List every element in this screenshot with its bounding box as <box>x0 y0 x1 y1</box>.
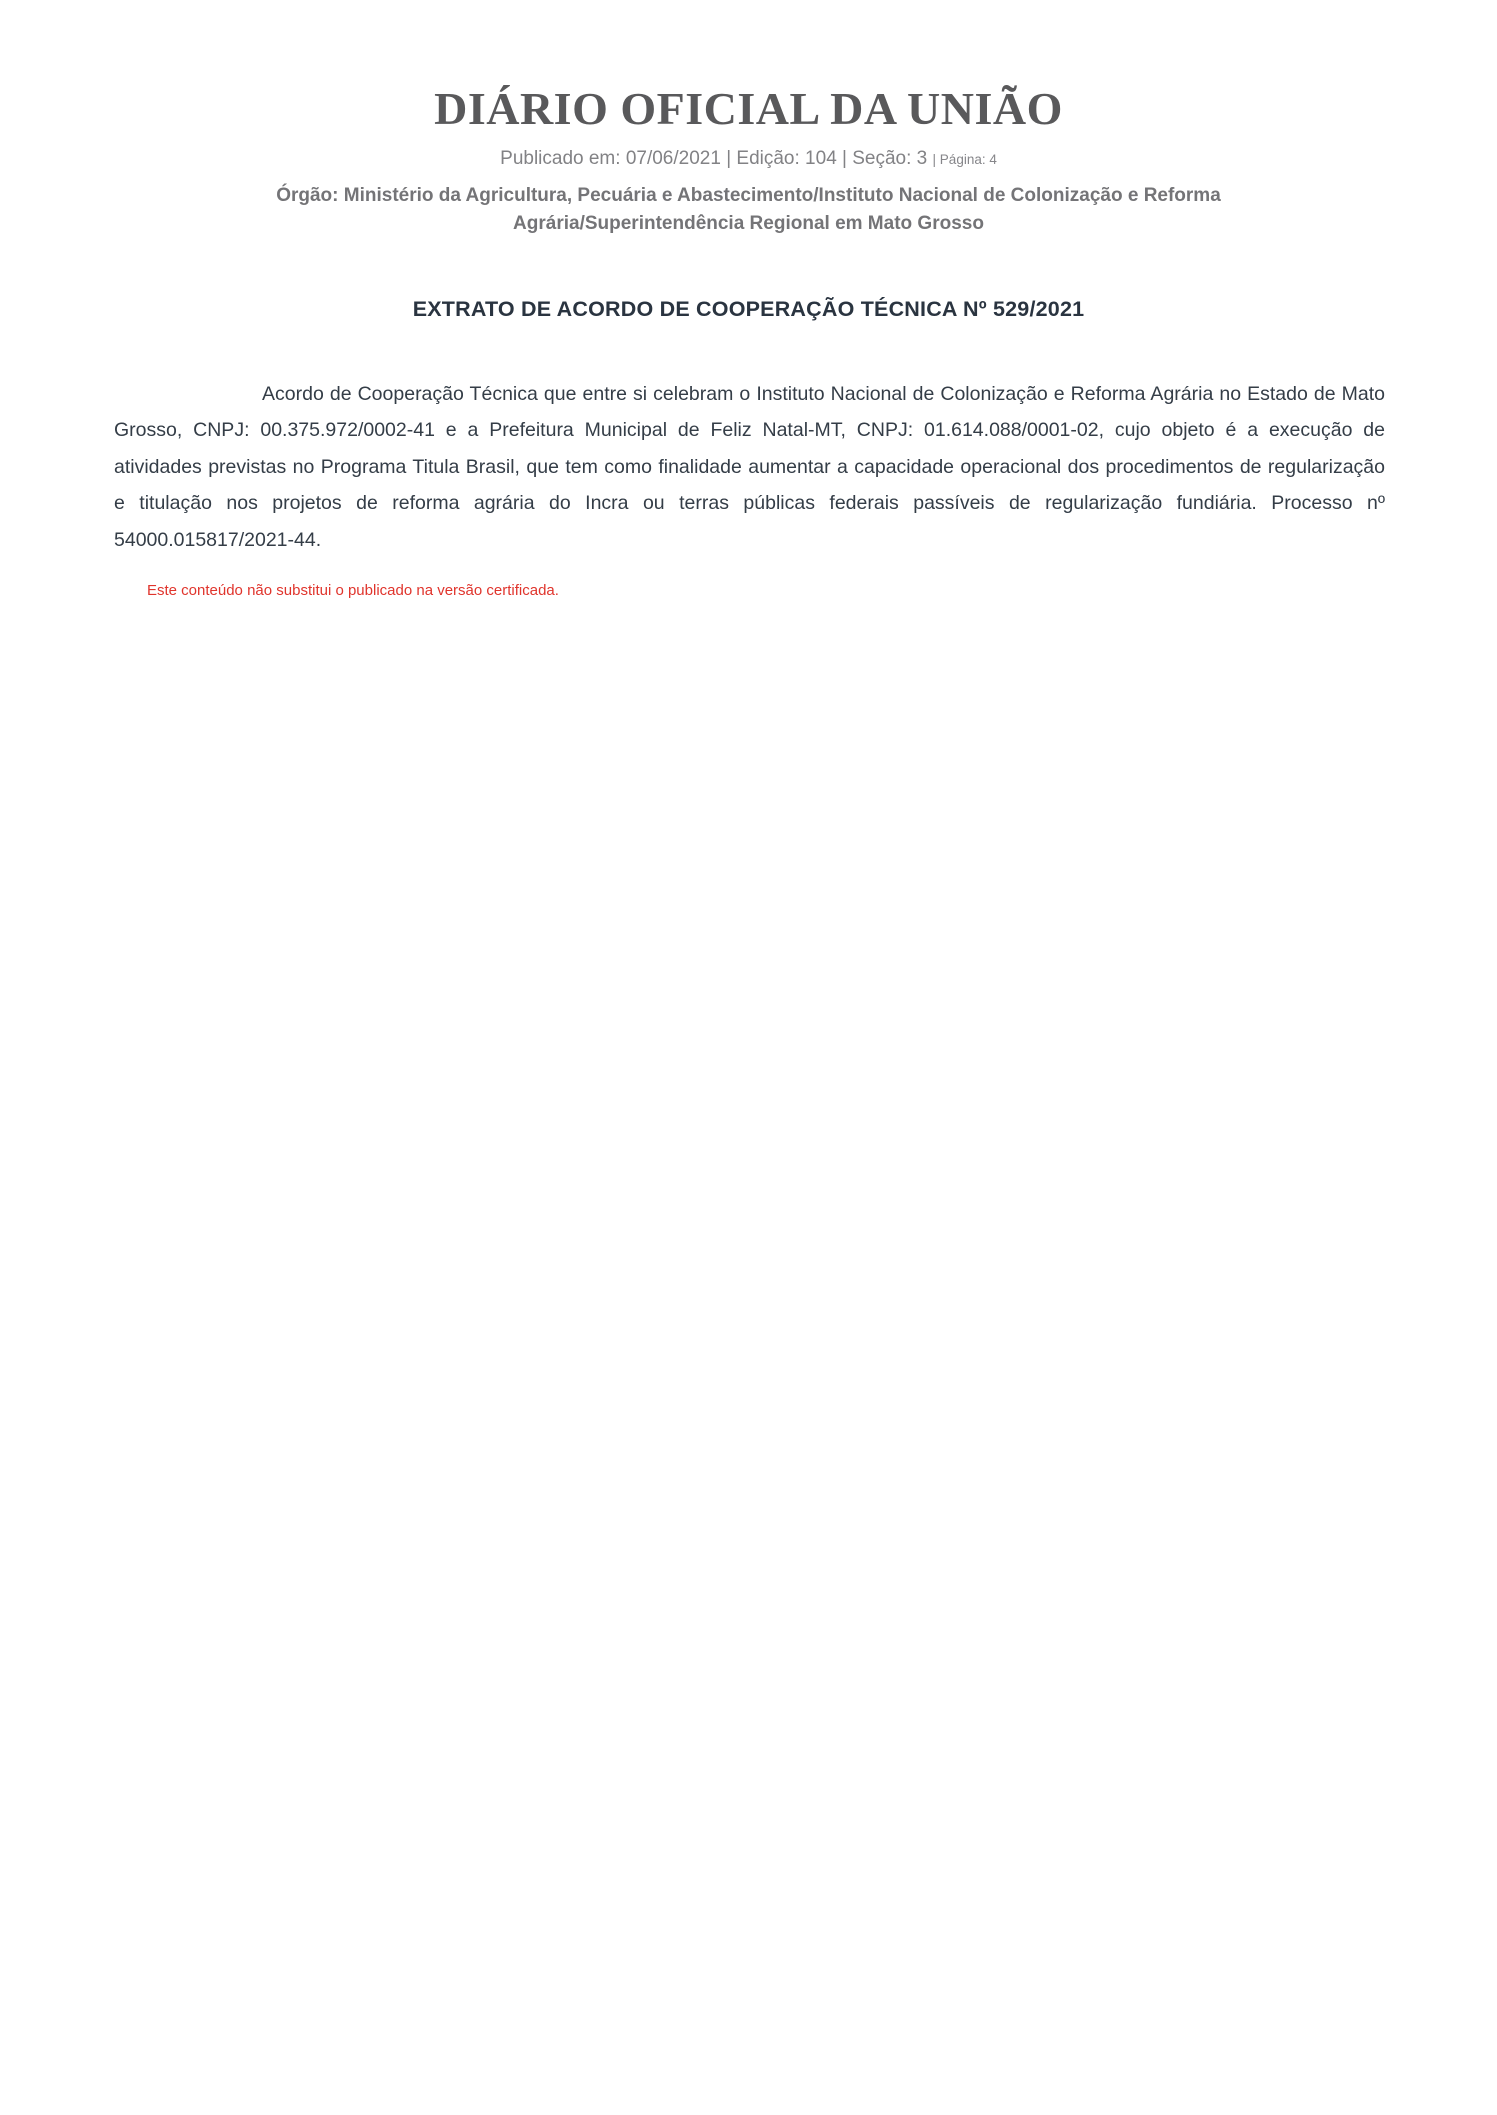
article-body-paragraph: Acordo de Cooperação Técnica que entre si celebram o Instituto Nacional de Colonização e Reforma Agrária no Estado de Mato Grosso, CNPJ: 00.375.972/0002-41 e a Prefeitura Municipal de Feliz Natal-MT, CNPJ: 01.614.088/0001-02, cujo objeto é a execução de atividades previstas no Programa Titula Brasil, que tem como finalidade aumentar a capacidade operacional dos procedimentos de regularização e titulação nos projetos de reforma agrária do Incra ou terras públicas federais passíveis de regularização fundiária. Processo nº 54000.015817/2021-44. <box>114 382 1385 551</box>
publication-meta-text: Publicado em: 07/06/2021 | Edição: 104 | Seção: 3 <box>500 147 928 169</box>
page-number-indicator: | Página: 4 <box>932 151 997 167</box>
article <box>0 296 1497 601</box>
certification-disclaimer: Este conteúdo não substitui o publicado na versão certificada. <box>147 581 559 599</box>
page-title: DIÁRIO OFICIAL DA UNIÃO <box>434 83 1063 134</box>
masthead <box>0 0 1497 239</box>
organ-name: Órgão: Ministério da Agricultura, Pecuária e Abastecimento/Instituto Nacional de Colonização e Reforma Agrária/Superintendência Regional em Mato Grosso <box>276 184 1221 235</box>
publication-meta <box>0 147 1497 172</box>
article-heading: EXTRATO DE ACORDO DE COOPERAÇÃO TÉCNICA Nº 529/2021 <box>412 296 1085 321</box>
